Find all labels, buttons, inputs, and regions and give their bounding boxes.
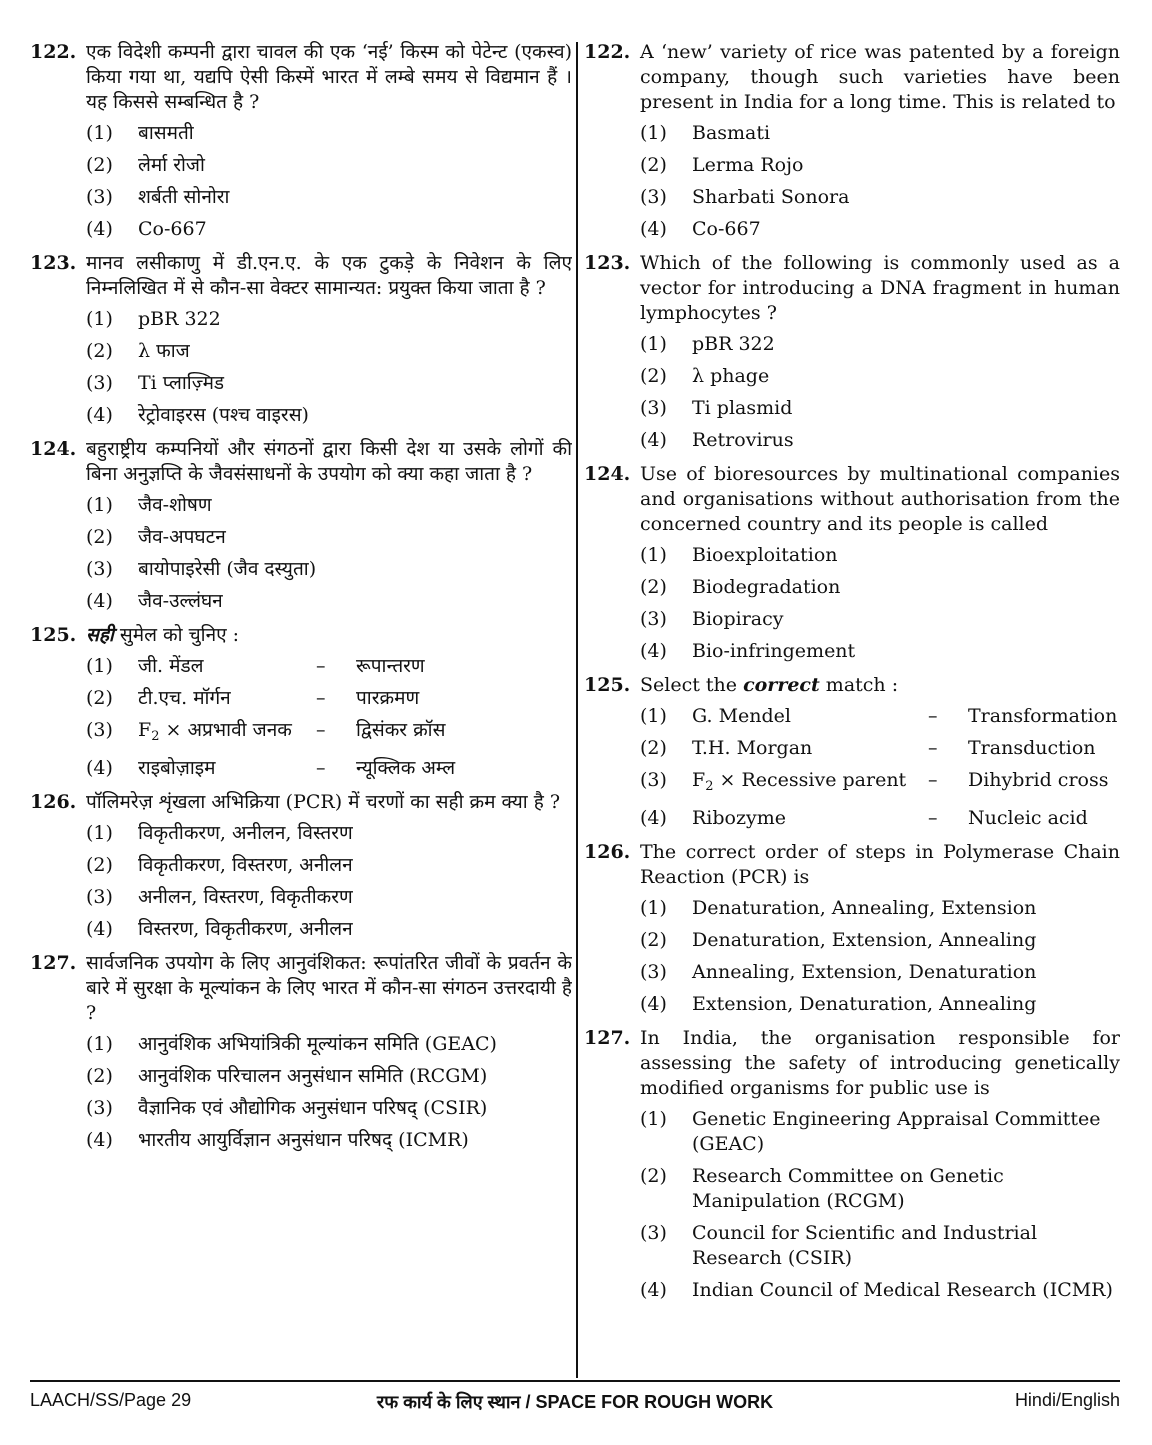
question-125-english xyxy=(584,673,1120,831)
question-text: एक विदेशी कम्पनी द्वारा चावल की एक ‘नई’ किस्म को पेटेन्ट (एकस्व) किया गया था, यद्यपि ऐसी किस्में भारत में लम्बे समय से विद्यमान हैं । यह किससे सम्बन्धित है ? xyxy=(86,41,572,113)
question-124-hindi xyxy=(30,437,572,614)
question-number: 123. xyxy=(584,252,631,274)
question-text: बहुराष्ट्रीय कम्पनियों और संगठनों द्वारा किसी देश या उसके लोगों की बिना अनुज्ञप्ति के जैवसंसाधनों के उपयोग को क्या कहा जाता है ? xyxy=(86,438,572,485)
option-4: (4) Retrovirus xyxy=(640,429,794,451)
match-option-3: (3) $F_2$ × अप्रभावी जनक – द्विसंकर क्रॉस xyxy=(86,719,446,744)
rough-work-label: रफ कार्य के लिए स्थान / SPACE FOR ROUGH WORK xyxy=(376,1392,774,1412)
option-2: (2) λ phage xyxy=(640,365,770,387)
question-124-english xyxy=(584,462,1120,664)
option-4: (4) जैव-उल्लंघन xyxy=(86,590,223,612)
option-3: (3) वैज्ञानिक एवं औद्योगिक अनुसंधान परिषद् (CSIR) xyxy=(86,1097,488,1119)
hindi-column xyxy=(30,40,572,1380)
question-number: 125. xyxy=(584,674,631,696)
match-option-4: (4) Ribozyme – Nucleic acid xyxy=(640,807,1088,829)
option-3: (3) Council for Scientific and Industrial Research (CSIR) xyxy=(640,1222,1038,1269)
question-text: Which of the following is commonly used as a vector for introducing a DNA fragment in human lymphocytes ? xyxy=(640,252,1120,324)
option-2: (2) Research Committee on Genetic Manipulation (RCGM) xyxy=(640,1165,1004,1212)
match-option-1: (1) G. Mendel – Transformation xyxy=(640,705,1118,727)
option-4: (4) विस्तरण, विकृतीकरण, अनीलन xyxy=(86,918,353,940)
language-label: Hindi/English xyxy=(1014,1390,1120,1410)
match-option-2: (2) T.H. Morgan – Transduction xyxy=(640,737,1096,759)
match-option-3: (3) $F_2$ × Recessive parent – Dihybrid cross xyxy=(640,769,1109,794)
english-column xyxy=(584,40,1120,1380)
page-code: LAACH/SS/Page 29 xyxy=(30,1390,192,1410)
match-option-2: (2) टी.एच. मॉर्गन – पारक्रमण xyxy=(86,687,420,709)
option-1: (1) जैव-शोषण xyxy=(86,494,212,516)
option-1: (1) Genetic Engineering Appraisal Committee (GEAC) xyxy=(640,1108,1101,1155)
question-text: In India, the organisation responsible for assessing the safety of introducing genetically modified organisms for public use is xyxy=(640,1027,1120,1099)
option-3: (3) Sharbati Sonora xyxy=(640,186,850,208)
option-1: (1) बासमती xyxy=(86,122,194,144)
question-number: 124. xyxy=(584,463,631,485)
question-122-english xyxy=(584,40,1120,242)
match-option-1: (1) जी. मेंडल – रूपान्तरण xyxy=(86,655,425,677)
option-2: (2) लेर्मा रोजो xyxy=(86,154,205,176)
question-127-hindi xyxy=(30,951,572,1153)
question-123-hindi xyxy=(30,251,572,428)
option-1: (1) Basmati xyxy=(640,122,771,144)
option-1: (1) Bioexploitation xyxy=(640,544,838,566)
option-2: (2) Denaturation, Extension, Annealing xyxy=(640,929,1037,951)
question-number: 127. xyxy=(584,1027,631,1049)
question-number: 122. xyxy=(30,41,77,63)
question-text: Select the correct match : xyxy=(640,674,899,696)
question-number: 122. xyxy=(584,41,631,63)
question-number: 126. xyxy=(584,841,631,863)
question-text: Use of bioresources by multinational companies and organisations without authorisation from the concerned country and its people is called xyxy=(640,463,1120,535)
option-4: (4) रेट्रोवाइरस (पश्च वाइरस) xyxy=(86,404,309,426)
option-3: (3) बायोपाइरेसी (जैव दस्युता) xyxy=(86,558,317,580)
option-4: (4) Bio-infringement xyxy=(640,640,856,662)
question-text: मानव लसीकाणु में डी.एन.ए. के एक टुकड़े के निवेशन के लिए निम्नलिखित में से कौन-सा वेक्टर सामान्यत: प्रयुक्त किया जाता है ? xyxy=(86,252,572,299)
question-123-english xyxy=(584,251,1120,453)
option-3: (3) अनीलन, विस्तरण, विकृतीकरण xyxy=(86,886,353,908)
question-number: 127. xyxy=(30,952,77,974)
option-4: (4) Co-667 xyxy=(640,218,761,240)
question-number: 126. xyxy=(30,791,77,813)
option-2: (2) Biodegradation xyxy=(640,576,841,598)
option-2: (2) जैव-अपघटन xyxy=(86,526,226,548)
option-4: (4) Extension, Denaturation, Annealing xyxy=(640,993,1037,1015)
option-1: (1) pBR 322 xyxy=(640,333,775,355)
question-122-hindi xyxy=(30,40,572,242)
question-126-english xyxy=(584,840,1120,1017)
option-3: (3) Biopiracy xyxy=(640,608,784,630)
question-text: सार्वजनिक उपयोग के लिए आनुवंशिकत: रूपांतरित जीवों के प्रवर्तन के बारे में सुरक्षा के मूल्यांकन के लिए भारत में कौन-सा संगठन उत्तरदायी है ? xyxy=(86,952,572,1024)
option-2: (2) आनुवंशिक परिचालन अनुसंधान समिति (RCGM) xyxy=(86,1065,488,1087)
question-127-english xyxy=(584,1026,1120,1303)
option-1: (1) विकृतीकरण, अनीलन, विस्तरण xyxy=(86,822,353,844)
footer-rule xyxy=(30,1380,1120,1382)
question-number: 125. xyxy=(30,624,77,646)
question-text: A ‘new’ variety of rice was patented by a foreign company, though such varieties have been present in India for a long time. This is related to xyxy=(640,41,1120,113)
option-3: (3) Annealing, Extension, Denaturation xyxy=(640,961,1037,983)
option-2: (2) λ फाज xyxy=(86,340,190,362)
question-126-hindi xyxy=(30,790,572,942)
option-3: (3) शर्बती सोनोरा xyxy=(86,186,230,208)
option-4: (4) भारतीय आयुर्विज्ञान अनुसंधान परिषद् (ICMR) xyxy=(86,1129,469,1151)
option-4: (4) Co-667 xyxy=(86,218,207,240)
question-text: The correct order of steps in Polymerase Chain Reaction (PCR) is xyxy=(640,841,1120,888)
option-1: (1) Denaturation, Annealing, Extension xyxy=(640,897,1037,919)
match-option-4: (4) राइबोज़ाइम – न्यूक्लिक अम्ल xyxy=(86,757,456,779)
option-3: (3) Ti plasmid xyxy=(640,397,793,419)
question-number: 123. xyxy=(30,252,77,274)
page-footer xyxy=(30,1390,1120,1414)
column-divider xyxy=(576,42,578,1378)
question-number: 124. xyxy=(30,438,77,460)
option-1: (1) pBR 322 xyxy=(86,308,221,330)
option-2: (2) विकृतीकरण, विस्तरण, अनीलन xyxy=(86,854,353,876)
option-3: (3) Ti प्लाज़्मिड xyxy=(86,372,225,394)
question-text: सही सुमेल को चुनिए : xyxy=(86,624,240,646)
option-2: (2) Lerma Rojo xyxy=(640,154,804,176)
option-1: (1) आनुवंशिक अभियांत्रिकी मूल्यांकन समिति (GEAC) xyxy=(86,1033,497,1055)
question-125-hindi xyxy=(30,623,572,781)
question-text: पॉलिमरेज़ शृंखला अभिक्रिया (PCR) में चरणों का सही क्रम क्या है ? xyxy=(86,791,561,813)
option-4: (4) Indian Council of Medical Research (ICMR) xyxy=(640,1279,1113,1301)
